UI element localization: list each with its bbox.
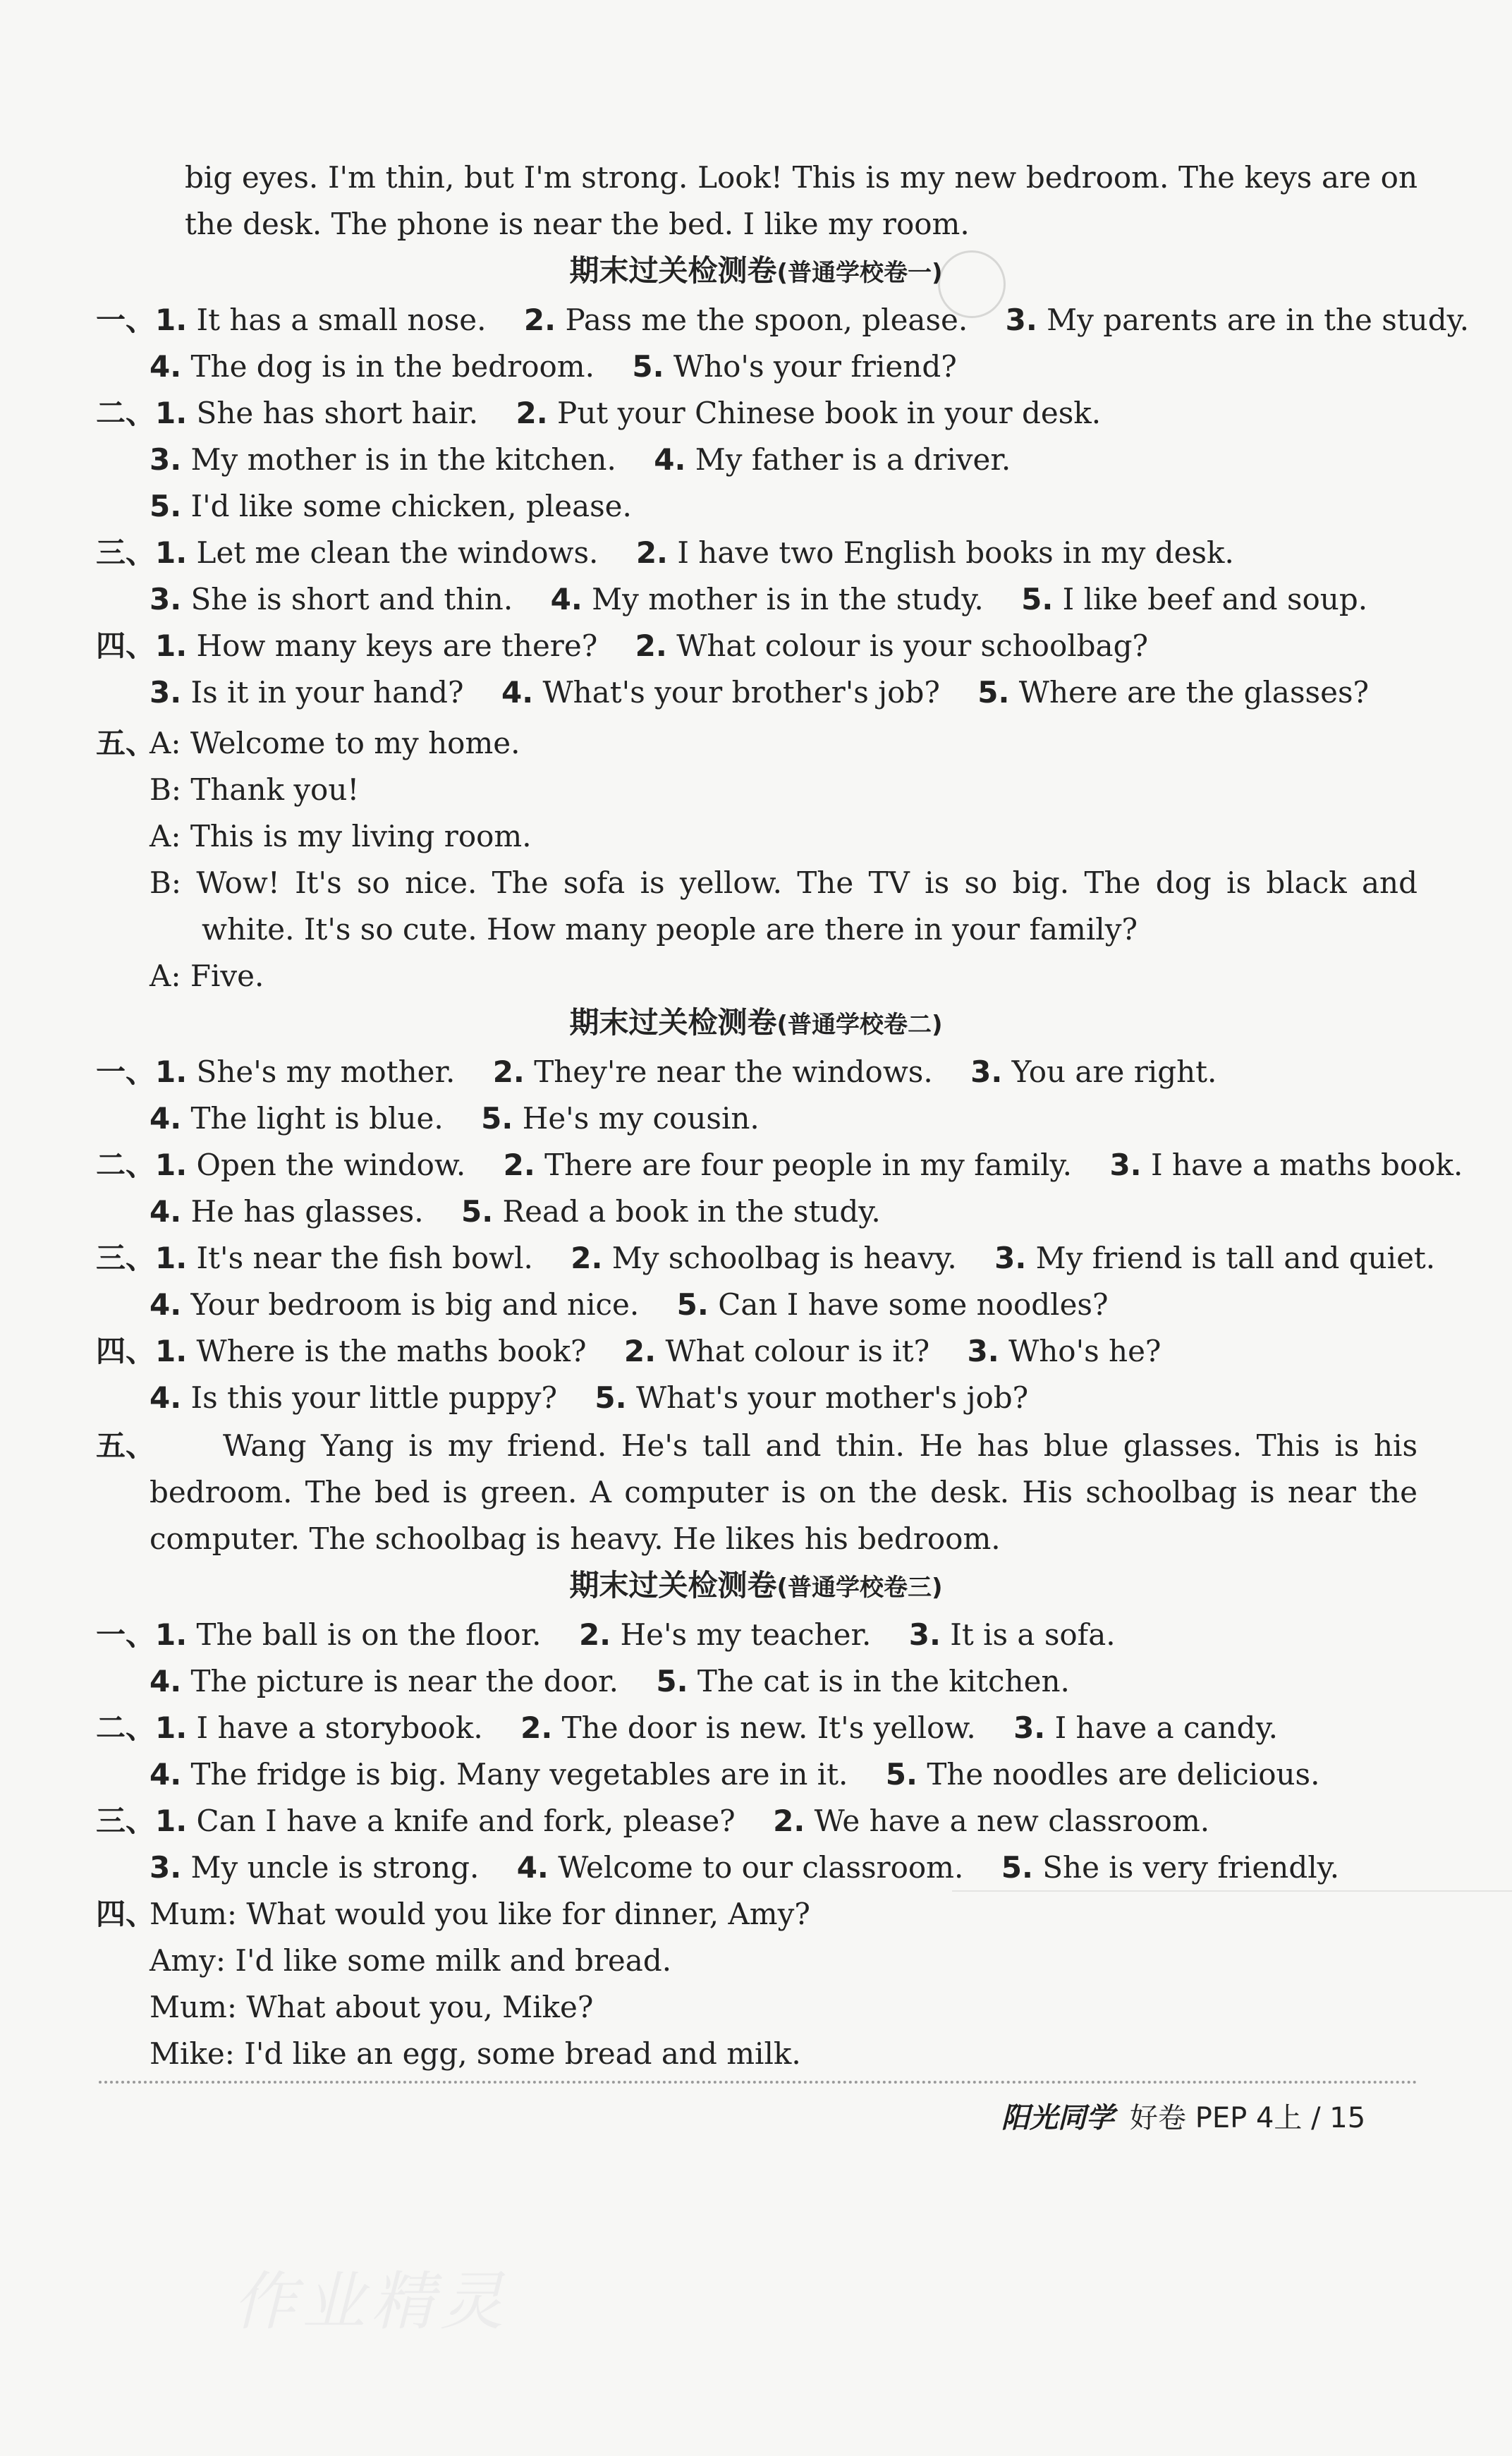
footer-text: 好卷 PEP 4上 / 15 [1130,2102,1366,2134]
answer-text: There are four people in my family. [535,1148,1110,1182]
question-line [150,1284,1109,1326]
item-number: 4. [150,1757,182,1792]
dialogue-line: A: Five. [150,959,264,993]
item-number: 3. [150,442,182,477]
passage-line: computer. The schoolbag is heavy. He likes his bedroom. [150,1521,1001,1556]
item-number: 3. [1013,1710,1046,1745]
question-line [96,1614,1116,1656]
item-number: 3. [150,582,182,616]
item-number: 1. [155,1054,188,1089]
item-number: 5. [656,1664,688,1698]
question-line [96,532,1234,574]
answer-text: He's my teacher. [611,1617,909,1652]
question-line [150,1098,760,1140]
item-number: 1. [155,1241,188,1275]
item-number: 3. [970,1054,1003,1089]
item-number: 3. [994,1241,1027,1275]
question-line [150,1191,881,1233]
item-number: 4. [501,675,534,710]
dialogue-line: white. It's so cute. How many people are there in your family? [202,912,1138,947]
section-label: 二、 [96,1148,156,1182]
intro-line: big eyes. I'm thin, but I'm strong. Look! This is my new bedroom. The keys are on [185,160,1418,195]
section-label: 二、 [96,396,156,430]
item-number: 1. [155,535,188,570]
footer-divider [99,2081,1418,2084]
item-number: 3. [967,1334,999,1368]
question-line [150,578,1367,621]
question-line [150,346,957,388]
item-number: 5. [676,1287,709,1322]
answer-text: Who's your friend? [664,349,957,384]
test-title-text: 期末过关检测卷 [569,1005,777,1040]
answer-text: Your bedroom is big and nice. [181,1287,677,1322]
brand-logo: 阳光同学 [1001,2101,1114,2134]
test-subtitle: (普通学校卷三) [776,1574,943,1602]
item-number: 1. [155,1334,188,1368]
answer-text: We have a new classroom. [805,1804,1210,1838]
question-line [96,1237,1435,1279]
item-number: 4. [654,442,686,477]
answer-text: Welcome to our classroom. [548,1850,1001,1885]
dialogue-line: A: Welcome to my home. [150,726,520,760]
answer-text: It has a small nose. [187,303,524,337]
section-label: 五、 [96,726,156,760]
item-number: 2. [520,1710,553,1745]
scan-line [952,1890,1512,1892]
item-number: 1. [155,1617,188,1652]
item-number: 4. [150,349,182,384]
answer-text: I have a maths book. [1141,1148,1463,1182]
question-line [96,392,1101,434]
page-footer [1001,2093,1365,2143]
item-number: 2. [503,1148,535,1182]
answer-text: Let me clean the windows. [187,535,636,570]
section-label: 三、 [96,535,156,570]
item-number: 5. [977,675,1010,710]
answer-text: I have a storybook. [187,1710,521,1745]
section-label: 二、 [96,1710,156,1745]
item-number: 4. [150,1287,182,1322]
dialogue-line: B: Thank you! [150,772,360,807]
answer-text: How many keys are there? [187,628,635,663]
watermark: 作业精灵 [233,2265,509,2339]
item-number: 4. [516,1850,549,1885]
answer-text: I'd like some chicken, please. [181,489,632,523]
item-number: 5. [1021,582,1054,616]
section-label: 一、 [96,1054,156,1089]
item-number: 2. [635,628,667,663]
passage-line: Wang Yang is my friend. He's tall and thin. He has blue glasses. This is his [223,1428,1418,1463]
intro-line: the desk. The phone is near the bed. I like my room. [185,207,970,241]
dialogue-line: Mum: What about you, Mike? [150,1990,594,2024]
answer-text: I have two English books in my desk. [668,535,1234,570]
question-line [96,1051,1217,1093]
answer-text: Can I have a knife and fork, please? [187,1804,774,1838]
answer-text: You are right. [1002,1054,1217,1089]
item-number: 4. [150,1101,182,1136]
test-title-text: 期末过关检测卷 [569,1568,777,1603]
answer-text: She's my mother. [187,1054,493,1089]
answer-text: The picture is near the door. [181,1664,657,1698]
question-line [96,1144,1463,1186]
question-line [150,671,1369,714]
answer-text: What's your brother's job? [533,675,978,710]
item-number: 3. [150,675,182,710]
section-label: 四、 [96,1334,156,1368]
answer-text: I like beef and soup. [1053,582,1368,616]
test-subtitle: (普通学校卷二) [776,1011,943,1039]
passage-line: bedroom. The bed is green. A computer is on the desk. His schoolbag is near the [150,1475,1418,1509]
question-line [96,299,1469,341]
answer-text: Pass me the spoon, please. [556,303,1006,337]
dialogue-line: A: This is my living room. [150,819,532,853]
item-number: 5. [885,1757,917,1792]
answer-text: My mother is in the study. [582,582,1022,616]
question-line [96,1707,1278,1749]
item-number: 3. [1005,303,1037,337]
item-number: 1. [155,1804,188,1838]
question-line [150,1660,1070,1703]
answer-text: The ball is on the floor. [187,1617,579,1652]
answer-text: The cat is in the kitchen. [688,1664,1070,1698]
item-number: 4. [150,1380,182,1415]
answer-text: My schoolbag is heavy. [602,1241,995,1275]
answer-text: Put your Chinese book in your desk. [547,396,1102,430]
answer-text: Can I have some noodles? [708,1287,1109,1322]
item-number: 5. [481,1101,513,1136]
answer-text: What colour is it? [656,1334,968,1368]
answer-text: Where is the maths book? [187,1334,624,1368]
item-number: 2. [523,303,556,337]
answer-text: He has glasses. [181,1194,461,1229]
answer-text: The light is blue. [181,1101,482,1136]
item-number: 5. [1001,1850,1033,1885]
answer-text: Is it in your hand? [181,675,501,710]
section-label: 三、 [96,1804,156,1838]
item-number: 4. [150,1194,182,1229]
answer-text: Is this your little puppy? [181,1380,595,1415]
item-number: 4. [150,1664,182,1698]
question-line [150,485,632,528]
answer-text: My friend is tall and quiet. [1026,1241,1436,1275]
answer-text: My father is a driver. [685,442,1011,477]
answer-text: The door is new. It's yellow. [552,1710,1014,1745]
item-number: 2. [635,535,668,570]
item-number: 1. [155,1710,188,1745]
item-number: 4. [550,582,583,616]
answer-text: It is a sofa. [940,1617,1116,1652]
answer-text: The dog is in the bedroom. [181,349,633,384]
answer-text: My parents are in the study. [1037,303,1470,337]
answer-text: It's near the fish bowl. [187,1241,571,1275]
answer-text: She is very friendly. [1032,1850,1340,1885]
item-number: 3. [1109,1148,1142,1182]
dialogue-line: B: Wow! It's so nice. The sofa is yellow. The TV is so big. The dog is black and [150,865,1418,900]
answer-text: She has short hair. [187,396,516,430]
item-number: 3. [908,1617,941,1652]
section-label: 一、 [96,303,156,337]
question-line [150,1753,1319,1796]
answer-text: My mother is in the kitchen. [181,442,654,477]
item-number: 5. [461,1194,494,1229]
answer-text: The noodles are delicious. [917,1757,1320,1792]
item-number: 5. [595,1380,627,1415]
answer-text: My uncle is strong. [181,1850,517,1885]
question-line [96,1800,1209,1842]
test-title [0,250,1512,292]
test-title [0,1002,1512,1044]
item-number: 2. [623,1334,657,1368]
test-title-text: 期末过关检测卷 [569,253,777,288]
dialogue-line: Mike: I'd like an egg, some bread and milk. [150,2036,801,2071]
question-line [96,625,1148,667]
test-subtitle: (普通学校卷一) [776,259,943,287]
section-label: 四、 [96,1897,156,1931]
item-number: 3. [150,1850,182,1885]
item-number: 5. [150,489,182,523]
question-line [150,1377,1028,1419]
test-title [0,1564,1512,1607]
item-number: 2. [578,1617,611,1652]
item-number: 2. [571,1241,603,1275]
item-number: 2. [516,396,548,430]
dialogue-line: Mum: What would you like for dinner, Amy? [150,1897,810,1931]
section-label: 一、 [96,1617,156,1652]
section-label: 四、 [96,628,156,663]
answer-text: What's your mother's job? [626,1380,1029,1415]
answer-text: Read a book in the study. [493,1194,881,1229]
item-number: 1. [155,1148,188,1182]
item-number: 2. [773,1804,805,1838]
answer-text: Who's he? [999,1334,1162,1368]
answer-text: He's my cousin. [513,1101,760,1136]
answer-text: She is short and thin. [181,582,551,616]
dialogue-line: Amy: I'd like some milk and bread. [150,1943,672,1978]
answer-text: What colour is your schoolbag? [666,628,1148,663]
answer-text: Open the window. [187,1148,504,1182]
section-label: 五、 [96,1428,156,1463]
item-number: 5. [632,349,664,384]
item-number: 1. [155,303,188,337]
answer-text: I have a candy. [1045,1710,1278,1745]
item-number: 2. [492,1054,525,1089]
item-number: 1. [155,396,188,430]
answer-text: Where are the glasses? [1009,675,1370,710]
answer-text: They're near the windows. [524,1054,971,1089]
question-line [150,1847,1339,1889]
question-line [96,1330,1161,1373]
answer-text: The fridge is big. Many vegetables are in it. [181,1757,886,1792]
section-label: 三、 [96,1241,156,1275]
item-number: 1. [155,628,188,663]
question-line [150,439,1011,481]
